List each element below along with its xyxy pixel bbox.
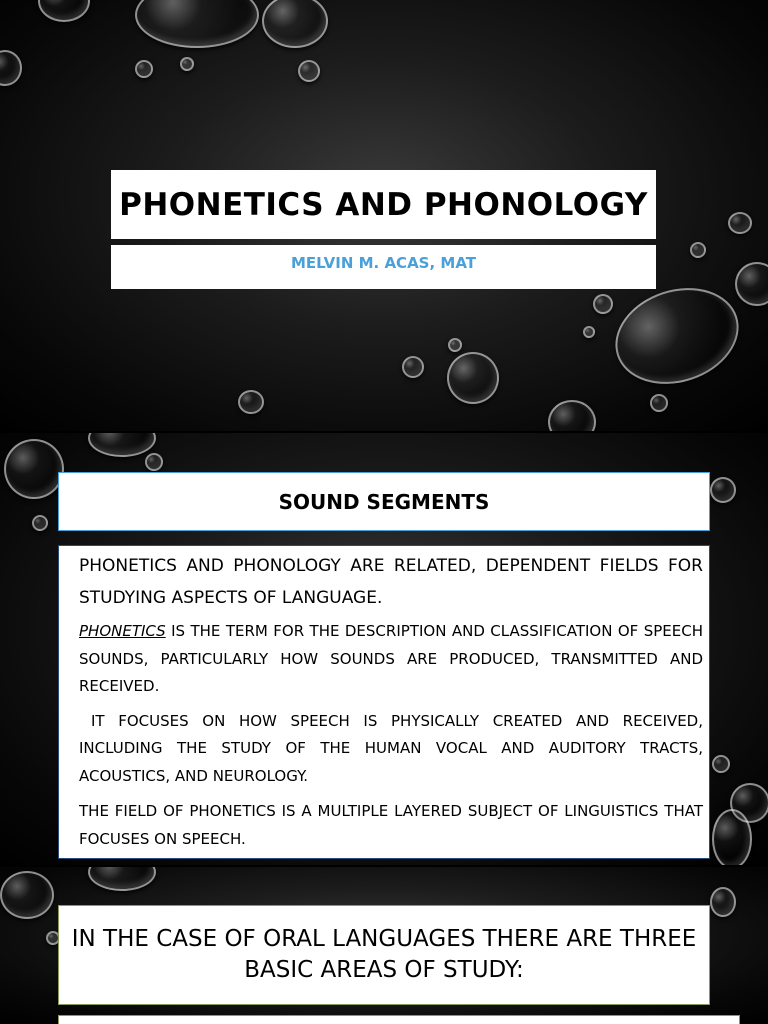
water-drop-decoration xyxy=(447,352,499,404)
water-drop-decoration xyxy=(32,515,48,531)
water-drop-decoration xyxy=(650,394,668,412)
water-drop-decoration xyxy=(593,294,613,314)
water-drop-decoration xyxy=(712,809,752,865)
heading-box xyxy=(58,905,710,1005)
water-drop-decoration xyxy=(448,338,462,352)
water-drop-decoration xyxy=(712,755,730,773)
author-box xyxy=(111,245,656,289)
paragraph xyxy=(79,618,703,701)
water-drop-decoration xyxy=(135,60,153,78)
section-heading-box xyxy=(58,472,710,531)
water-drop-decoration xyxy=(180,57,194,71)
water-drop-decoration xyxy=(710,887,736,917)
water-drop-decoration xyxy=(298,60,320,82)
water-drop-decoration xyxy=(262,0,328,48)
slide-heading: IN THE CASE OF ORAL LANGUAGES THERE ARE THREE BASIC AREAS OF STUDY: xyxy=(71,926,697,983)
water-drop-decoration xyxy=(402,356,424,378)
water-drop-decoration xyxy=(0,871,54,919)
water-drop-decoration xyxy=(135,0,259,48)
water-drop-decoration xyxy=(0,50,22,86)
water-drop-decoration xyxy=(603,273,751,399)
author-name: MELVIN M. ACAS, MAT xyxy=(290,254,477,272)
sound-segments-slide xyxy=(0,433,768,865)
water-drop-decoration xyxy=(710,477,736,503)
water-drop-decoration xyxy=(38,0,90,22)
presentation-title: PHONETICS AND PHONOLOGY xyxy=(119,186,648,223)
content-box xyxy=(58,1015,740,1024)
title-slide xyxy=(0,0,768,431)
water-drop-decoration xyxy=(583,326,595,338)
title-box xyxy=(111,170,656,239)
water-drop-decoration xyxy=(88,433,156,457)
water-drop-decoration xyxy=(728,212,752,234)
water-drop-decoration xyxy=(548,400,596,431)
water-drop-decoration xyxy=(88,867,156,891)
water-drop-decoration xyxy=(145,453,163,471)
water-drop-decoration xyxy=(4,439,64,499)
paragraph: PHONETICS AND PHONOLOGY ARE RELATED, DEPENDENT FIELDS FOR STUDYING ASPECTS OF LANGUAGE. xyxy=(79,556,703,608)
oral-languages-slide xyxy=(0,867,768,1024)
paragraph: THE FIELD OF PHONETICS IS A MULTIPLE LAYERED SUBJECT OF LINGUISTICS THAT FOCUSES ON SPEECH. xyxy=(79,802,703,848)
content-box xyxy=(58,545,710,859)
section-heading: SOUND SEGMENTS xyxy=(278,489,490,514)
water-drop-decoration xyxy=(735,262,768,306)
paragraph: IT FOCUSES ON HOW SPEECH IS PHYSICALLY CREATED AND RECEIVED, INCLUDING THE STUDY OF THE HUMAN VOCAL AND AUDITORY TRACTS, ACOUSTICS, AND NEUROLOGY. xyxy=(79,711,703,785)
emphasized-term: PHONETICS xyxy=(79,622,166,640)
paragraph-text: IS THE TERM FOR THE DESCRIPTION AND CLASSIFICATION OF SPEECH SOUNDS, PARTICULARLY HOW SOUNDS ARE PRODUCED, TRANSMITTED AND RECEIVED. xyxy=(79,622,703,695)
water-drop-decoration xyxy=(690,242,706,258)
water-drop-decoration xyxy=(238,390,264,414)
